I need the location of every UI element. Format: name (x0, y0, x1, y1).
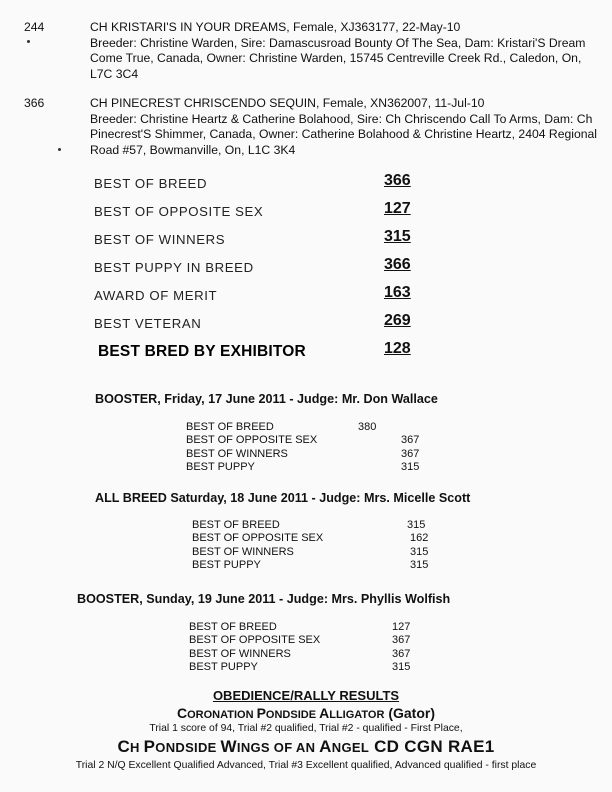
award-row (94, 226, 454, 254)
award-row-bred-by-exhibitor (94, 338, 454, 366)
name-part: CD CGN RAE1 (369, 737, 495, 756)
name-part: W (220, 737, 237, 756)
result-value: 367 (401, 447, 420, 460)
result-label: BEST OF WINNERS (186, 447, 288, 460)
main-awards-list (94, 170, 454, 366)
award-row (94, 254, 454, 282)
award-value: 315 (384, 228, 411, 245)
result-value: 367 (392, 634, 411, 647)
result-label: BEST OF OPPOSITE SEX (189, 634, 321, 647)
speck-mark (27, 40, 30, 43)
award-label: BEST BRED BY EXHIBITOR (98, 343, 306, 360)
award-label: BEST OF WINNERS (94, 232, 226, 247)
entry-detail: Breeder: Christine Heartz & Catherine Bolahood, Sire: Ch Chriscendo Call To Arms, Dam: Ch Pinecrest'S Shimmer, Canada, Owner: Catherine Bolahood & Christine Heartz, 2404 Regional Road #57, Bowmanville, On, L1C 3K4 (90, 111, 598, 157)
speck-mark (58, 148, 61, 151)
result-label: BEST OF WINNERS (189, 647, 291, 660)
award-row (94, 198, 454, 226)
result-label: BEST OF OPPOSITE SEX (192, 532, 324, 545)
award-value: 163 (384, 284, 411, 301)
result-label: BEST OF BREED (189, 621, 277, 633)
entry-number: 366 (24, 96, 45, 110)
result-label: BEST PUPPY (189, 661, 258, 674)
show-heading: BOOSTER, Sunday, 19 June 2011 - Judge: Mrs. Phyllis Wolfish (77, 592, 451, 606)
result-label: BEST OF BREED (186, 421, 274, 433)
result-label: BEST PUPPY (192, 559, 261, 572)
result-value: 315 (410, 559, 429, 572)
award-label: BEST OF OPPOSITE SEX (94, 204, 264, 219)
award-label: BEST VETERAN (94, 316, 202, 331)
obedience-dog-1-results: Trial 1 score of 94, Trial #2 qualified, Trial #2 - qualified - First Place, (149, 723, 463, 734)
result-label: BEST OF BREED (192, 519, 280, 531)
award-label: BEST PUPPY IN BREED (94, 260, 254, 275)
entry-number: 244 (24, 20, 45, 34)
award-row (94, 310, 454, 338)
result-value: 315 (407, 519, 426, 531)
result-value: 315 (410, 545, 429, 558)
award-row (94, 282, 454, 310)
name-part: A (319, 705, 330, 721)
award-row (94, 170, 454, 198)
name-part: H (130, 740, 144, 755)
obedience-dog-1-name (0, 705, 612, 721)
result-value: 315 (401, 461, 420, 474)
name-part: ONDSIDE (155, 740, 221, 755)
name-part: C (117, 737, 131, 756)
name-part: P (256, 705, 266, 721)
name-part: ONDSIDE (265, 709, 320, 721)
result-value: 127 (392, 621, 411, 633)
award-label: AWARD OF MERIT (94, 288, 218, 303)
obedience-heading: OBEDIENCE/RALLY RESULTS (212, 688, 400, 703)
entry-title: CH PINECREST CHRISCENDO SEQUIN, Female, XN362007, 11-Jul-10 (90, 96, 485, 110)
name-part: LLIGATOR (329, 709, 385, 721)
name-part: ORONATION (187, 709, 257, 721)
award-value: 127 (384, 200, 411, 217)
show-heading: BOOSTER, Friday, 17 June 2011 - Judge: Mr. Don Wallace (95, 392, 438, 406)
show-heading: ALL BREED Saturday, 18 June 2011 - Judge: Mrs. Micelle Scott (95, 491, 471, 505)
result-label: BEST PUPPY (186, 461, 255, 474)
result-label: BEST OF WINNERS (192, 545, 294, 558)
entry-title: CH KRISTARI'S IN YOUR DREAMS, Female, XJ363177, 22-May-10 (90, 20, 461, 34)
award-value: 366 (384, 256, 411, 273)
result-value: 367 (401, 434, 420, 447)
result-label: BEST OF OPPOSITE SEX (186, 434, 318, 447)
name-part: A (319, 737, 332, 756)
obedience-dog-2-results: Trial 2 N/Q Excellent Qualified Advanced, Trial #3 Excellent qualified, Advanced qualified - first place (75, 760, 537, 771)
entry-detail: Breeder: Christine Warden, Sire: Damascusroad Bounty Of The Sea, Dam: Kristari'S Dream Come True, Canada, Owner: Christine Warden, 15745 Centreville Creek Rd., Caledon, On, L7C 3C4 (90, 35, 586, 81)
obedience-dog-2-name (0, 737, 612, 757)
award-value: 269 (384, 312, 411, 329)
name-part: INGS OF AN (236, 740, 320, 755)
result-value: 162 (410, 532, 429, 545)
name-part: P (143, 737, 156, 756)
result-value: 380 (358, 421, 377, 433)
name-part: (Gator) (384, 705, 435, 721)
award-label: BEST OF BREED (94, 176, 208, 191)
result-value: 315 (392, 661, 411, 674)
name-part: C (176, 705, 188, 721)
result-value: 367 (392, 647, 411, 660)
award-value: 128 (384, 340, 411, 357)
name-part: NGEL (331, 740, 370, 755)
award-value: 366 (384, 172, 411, 189)
